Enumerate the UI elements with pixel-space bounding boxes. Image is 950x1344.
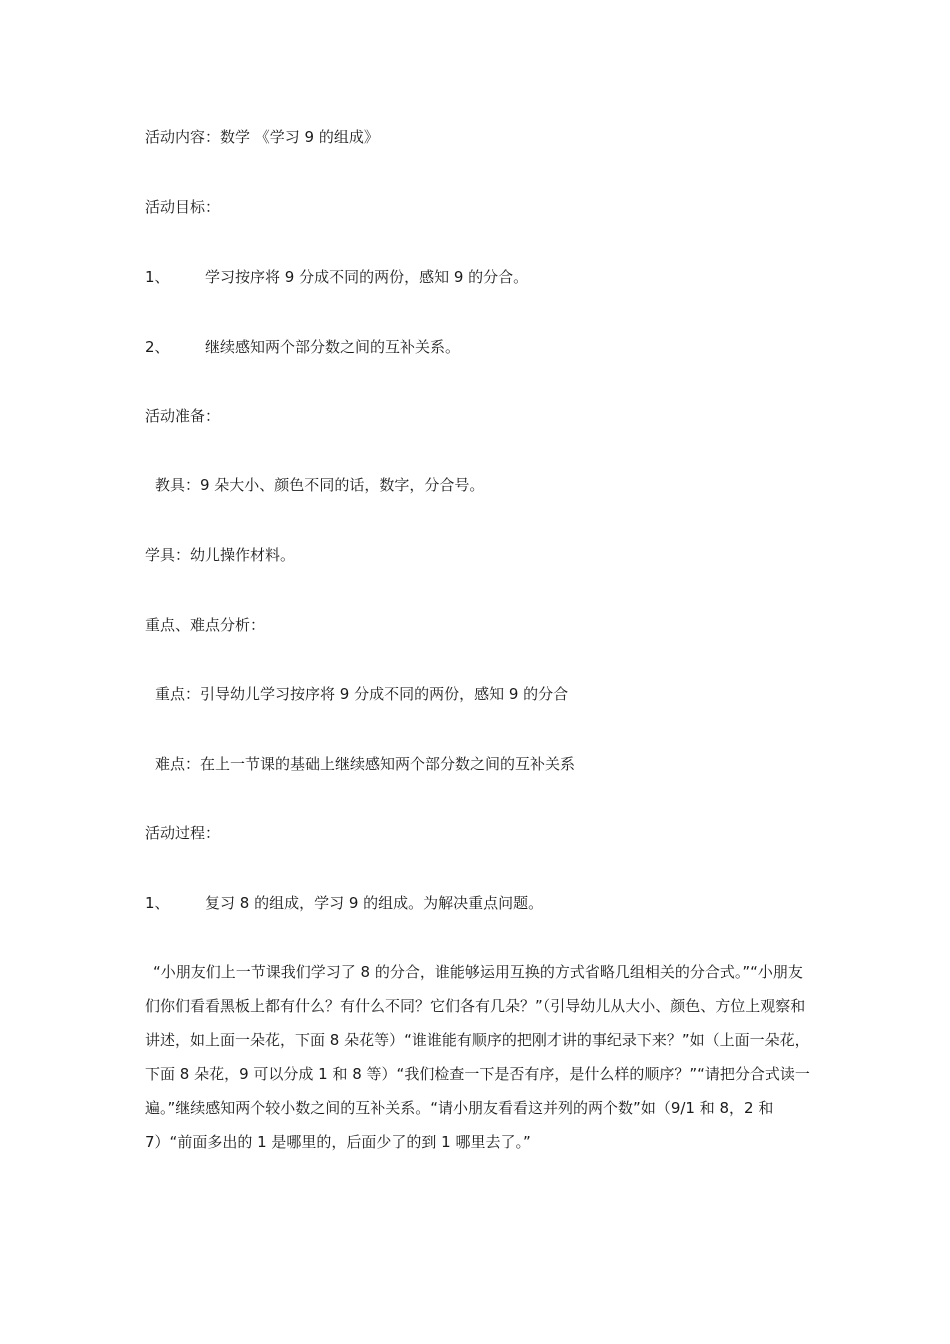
- activity-content-line: 活动内容：数学 《学习 9 的组成》: [145, 128, 379, 146]
- goal-item: [145, 337, 460, 357]
- analysis-heading: 重点、难点分析：: [145, 616, 266, 634]
- goal-text: 学习按序将 9 分成不同的两份，感知 9 的分合。: [205, 268, 529, 286]
- learning-aids-line: 学具：幼儿操作材料。: [145, 546, 296, 564]
- goal-item: [145, 267, 528, 287]
- goal-text: 继续感知两个部分数之间的互补关系。: [205, 338, 461, 356]
- step-1-paragraph: “小朋友们上一节课我们学习了 8 的分合，谁能够运用互换的方式省略几组相关的分合式。”“小朋友们你们看看黑板上都有什么？有什么不同？它们各有几朵？”（引导幼儿从大小、颜色、方位上观察和讲述，如上面一朵花，下面 8 朵花等）“谁谁能有顺序的把刚才讲的事纪录下来？”如（上面一朵花，下面 8 朵花，9 可以分成 1 和 8 等）“我们检查一下是否有序，是什么样的顺序？”“请把分合式读一遍。”继续感知两个较小数之间的互补关系。“请小朋友看看这并列的两个数”如（9/1 和 8，2 和 7）“前面多出的 1 是哪里的，后面少了的到 1 哪里去了。”: [145, 963, 810, 1151]
- goal-number: 2、: [145, 338, 170, 356]
- process-heading: 活动过程：: [145, 824, 221, 842]
- step-number: 1、: [145, 894, 170, 912]
- goal-number: 1、: [145, 268, 170, 286]
- step-text: 复习 8 的组成，学习 9 的组成。为解决重点问题。: [205, 894, 544, 912]
- process-step: [145, 893, 543, 913]
- preparation-heading: 活动准备：: [145, 407, 221, 425]
- difficulty-line: 难点：在上一节课的基础上继续感知两个部分数之间的互补关系: [155, 755, 576, 773]
- goals-heading: 活动目标：: [145, 198, 221, 216]
- teaching-aids-line: 教具：9 朵大小、颜色不同的话，数字，分合号。: [155, 476, 485, 494]
- key-point-line: 重点：引导幼儿学习按序将 9 分成不同的两份，感知 9 的分合: [155, 685, 569, 703]
